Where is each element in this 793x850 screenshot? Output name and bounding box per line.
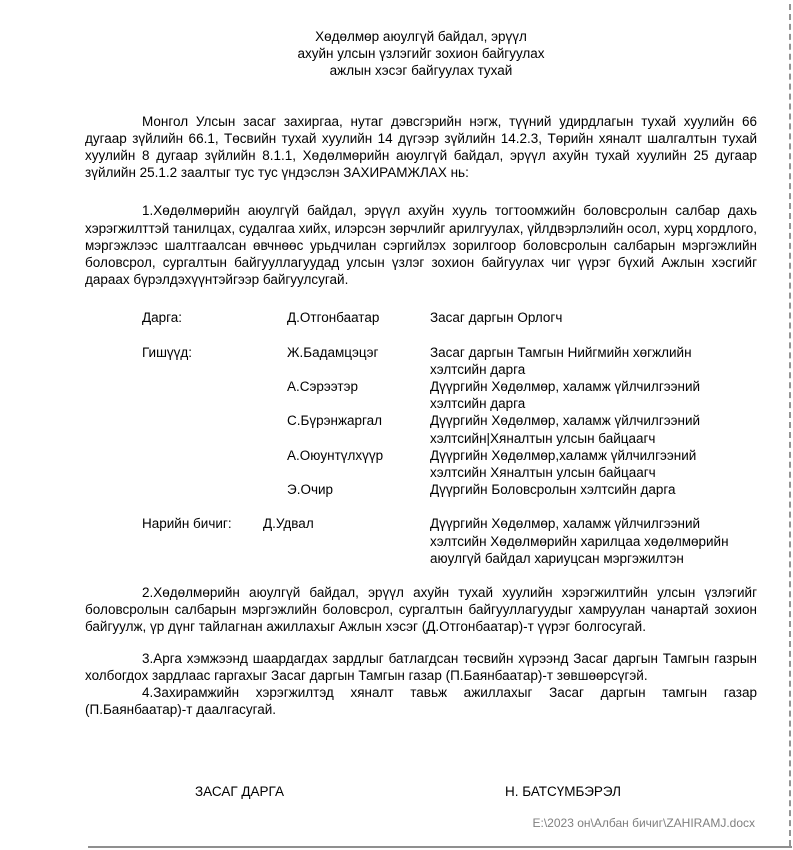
member-position: Дүүргийн Хөдөлмөр,халамж үйлчилгээний хэлтсийн Хяналтын улсын байцаагч [430, 447, 697, 481]
paragraph-legal-basis: Монгол Улсын засаг захиргаа, нутаг дэвсгэрийн нэгж, түүний удирдлагын тухай хуулийн 66 дугаар зүйлийн 66.1, Төсвийн тухай хуулийн 14 дүгээр зүйлийн 14.2.3, Төрийн хяналт шалгалтын тухай хуулийн 8 дугаар зүйлийн 8.1.1, Хөдөлмөрийн аюулгүй байдал, эрүүл ахуйн тухай хуулийн 25 дугаар зүйлийн 25.1.2 заалтыг тус тус үндэслэн ЗАХИРАМЖЛАХ нь: [85, 113, 757, 181]
signature-name: Н. БАТСҮМБЭРЭЛ [505, 784, 622, 799]
member-position: Дүүргийн Хөдөлмөр, халамж үйлчилгээний хэлтсийн Хөдөлмөрийн харилцаа хөдөлмөрийн аюулгүй байдал хариуцсан мэргэжилтэн [430, 516, 729, 566]
member-role-label: Дарга: [142, 310, 183, 326]
member-position: Дүүргийн Хөдөлмөр, халамж үйлчилгээний хэлтсийн|Хяналтын улсын байцаагч [430, 413, 701, 446]
member-role-label [142, 447, 287, 481]
member-row [142, 344, 757, 378]
signature-title: ЗАСАГ ДАРГА [195, 784, 284, 799]
member-role-label: Гишүүд: [142, 344, 193, 360]
member-position: Дүүргийн Хөдөлмөр, халамж үйлчилгээний хэлтсийн дарга [430, 379, 701, 412]
member-position: Дүүргийн Боловсролын хэлтсийн дарга [430, 482, 676, 498]
member-row [142, 447, 757, 481]
document-title [85, 0, 757, 80]
member-name: А.Оюунтүлхүүр [287, 447, 384, 463]
member-name: А.Сэрээтэр [287, 379, 358, 395]
member-role-label [142, 378, 287, 412]
member-row-chairman [142, 309, 757, 326]
member-role-label [142, 412, 287, 446]
page-right-boundary [789, 4, 791, 846]
working-group-list [142, 309, 757, 567]
paragraph-item-3: 3.Арга хэмжээнд шаардагдах зардлыг батлагдсан төсвийн хүрээнд Засаг даргын Тамгын газрын холбогдох зардлаас гаргахыг Засаг даргын Тамгын газар (П.Баянбаатар)-т зөвшөөрсүгэй. [85, 650, 757, 683]
member-name: Д.Отгонбаатар [287, 310, 380, 326]
document-content [85, 0, 757, 719]
member-row-secretary [142, 515, 757, 567]
page-bottom-boundary [88, 846, 792, 848]
file-path-footer: E:\2023 он\Албан бичиг\ZAHIRAMJ.docx [532, 816, 755, 830]
member-name: Д.Удвал [263, 516, 314, 532]
member-name: Э.Очир [287, 482, 334, 498]
member-role-label: Нарийн бичиг: [142, 516, 232, 532]
title-line-1: Хөдөлмөр аюулгүй байдал, эрүүл [315, 29, 527, 44]
member-name: Ж.Бадамцэцэг [287, 344, 379, 360]
paragraph-item-2: 2.Хөдөлмөрийн аюулгүй байдал, эрүүл ахуйн тухай хуулийн хэрэгжилтийн улсын үзлэгийг боловсролын салбарын мэргэжлийн боловсрол, сургалтын байгууллагуудыг хамруулан чанартай зохион байгуулж, үр дүнг тайлагнан ажиллахыг Ажлын хэсэг (Д.Отгонбаатар)-т үүрэг болгосугай. [85, 585, 757, 635]
paragraph-item-1: 1.Хөдөлмөрийн аюулгүй байдал, эрүүл ахуйн хууль тогтоомжийн боловсролын салбар дахь хэрэгжилттэй танилцах, судалгаа хийх, илэрсэн зөрчлийг арилгуулах, үйлдвэрлэлийн осол, хурц хордлого, мэргэжлээс шалтгаалсан өвчнөөс урьдчилан сэргийлэх зорилгоор боловсролын салбарын мэргэжлийн боловсрол, сургалтын байгууллагуудад улсын үзлэг зохион байгуулах чиг үүрэг бүхий Ажлын хэсгийг дараах бүрэлдэхүүнтэйгээр байгуулсугай. [85, 203, 757, 288]
member-name: С.Бүрэнжаргал [287, 413, 383, 429]
member-row [142, 481, 757, 498]
member-row [142, 412, 757, 446]
paragraph-item-4: 4.Захирамжийн хэрэгжилтэд хяналт тавьж ажиллахыг Засаг даргын тамгын газар (П.Баянбаатар)-т даалгасугай. [85, 685, 757, 718]
title-line-2: ахуйн улсын үзлэгийг зохион байгуулах [297, 46, 545, 62]
title-line-3: ажлын хэсэг байгуулах тухай [329, 63, 513, 79]
member-role-label [142, 481, 287, 498]
member-row [142, 378, 757, 412]
member-position: Засаг даргын Орлогч [430, 310, 563, 326]
member-position: Засаг даргын Тамгын Нийгмийн хөгжлийн хэлтсийн дарга [430, 344, 692, 377]
